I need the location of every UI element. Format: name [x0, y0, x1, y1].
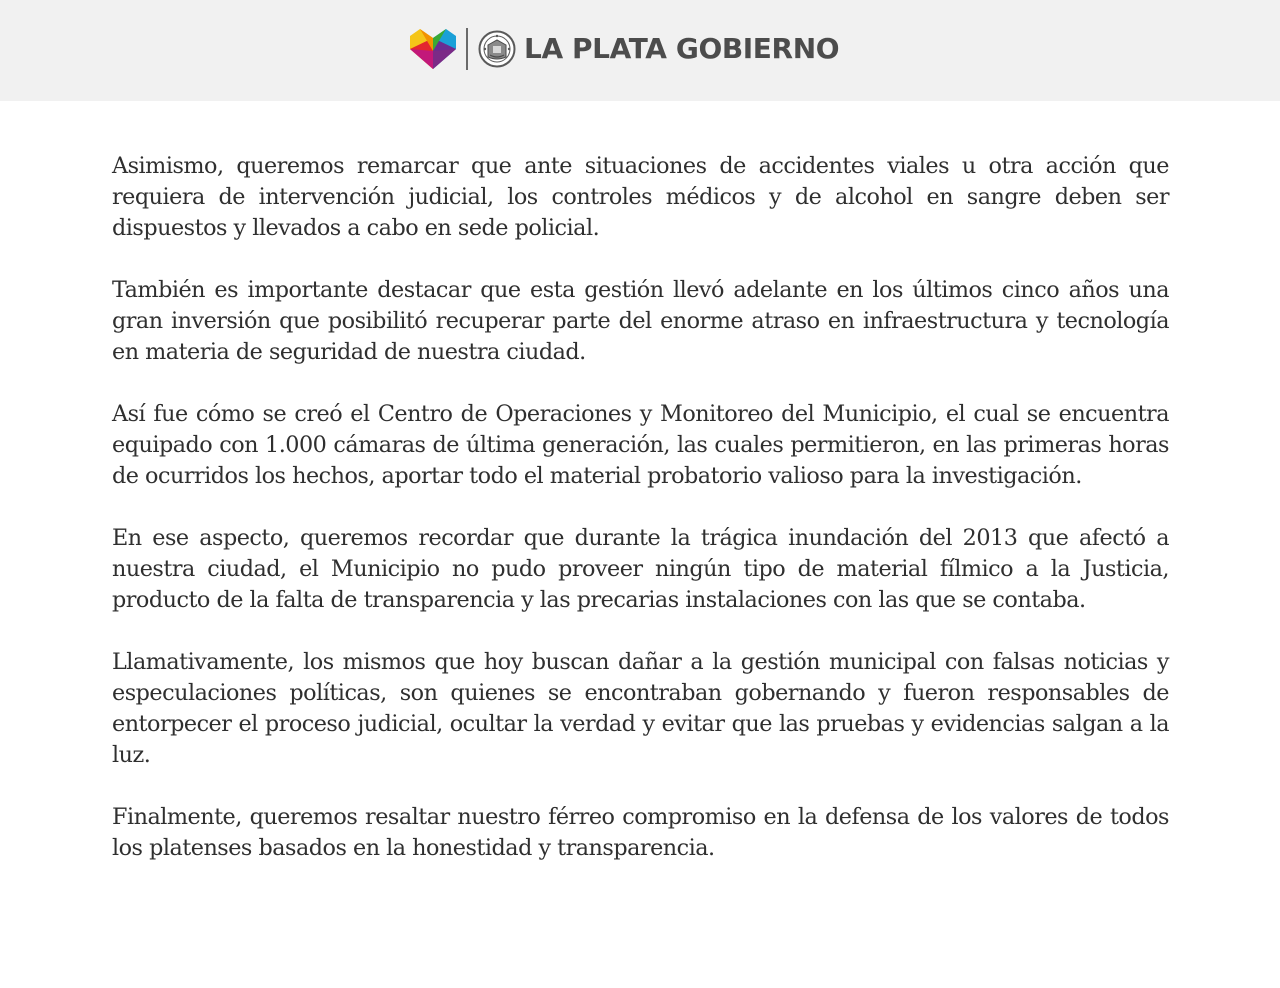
brand-logo	[408, 26, 839, 72]
paragraph: En ese aspecto, queremos recordar que durante la trágica inundación del 2013 que afectó a nuestra ciudad, el Municipio no pudo proveer ningún tipo de material fílmico a la Justicia, producto de la falta de transparencia y las precarias instalaciones con las que se contaba.	[112, 525, 1169, 613]
brand-name: LA PLATA GOBIERNO	[524, 32, 840, 65]
paragraph: Finalmente, queremos resaltar nuestro férreo compromiso en la defensa de los valores de todos los platenses basados en la honestidad y transparencia.	[112, 804, 1169, 861]
heart-logo-icon	[408, 27, 458, 71]
header-bar	[0, 0, 1280, 101]
statement-body	[112, 151, 1169, 895]
paragraph: También es importante destacar que esta gestión llevó adelante en los últimos cinco años una gran inversión que posibilitó recuperar parte del enorme atraso en infraestructura y tecnología en materia de seguridad de nuestra ciudad.	[112, 277, 1169, 365]
paragraph: Así fue cómo se creó el Centro de Operaciones y Monitoreo del Municipio, el cual se encuentra equipado con 1.000 cámaras de última generación, las cuales permitieron, en las primeras horas de ocurridos los hechos, aportar todo el material probatorio valioso para la investigación.	[112, 401, 1169, 489]
logo-divider	[466, 28, 468, 70]
city-seal-icon	[478, 30, 516, 68]
paragraph: Llamativamente, los mismos que hoy buscan dañar a la gestión municipal con falsas noticias y especulaciones políticas, son quienes se encontraban gobernando y fueron responsables de entorpecer el proceso judicial, ocultar la verdad y evitar que las pruebas y evidencias salgan a la luz.	[112, 649, 1169, 768]
paragraph: Asimismo, queremos remarcar que ante situaciones de accidentes viales u otra acción que requiera de intervención judicial, los controles médicos y de alcohol en sangre deben ser dispuestos y llevados a cabo en sede policial.	[112, 153, 1169, 241]
